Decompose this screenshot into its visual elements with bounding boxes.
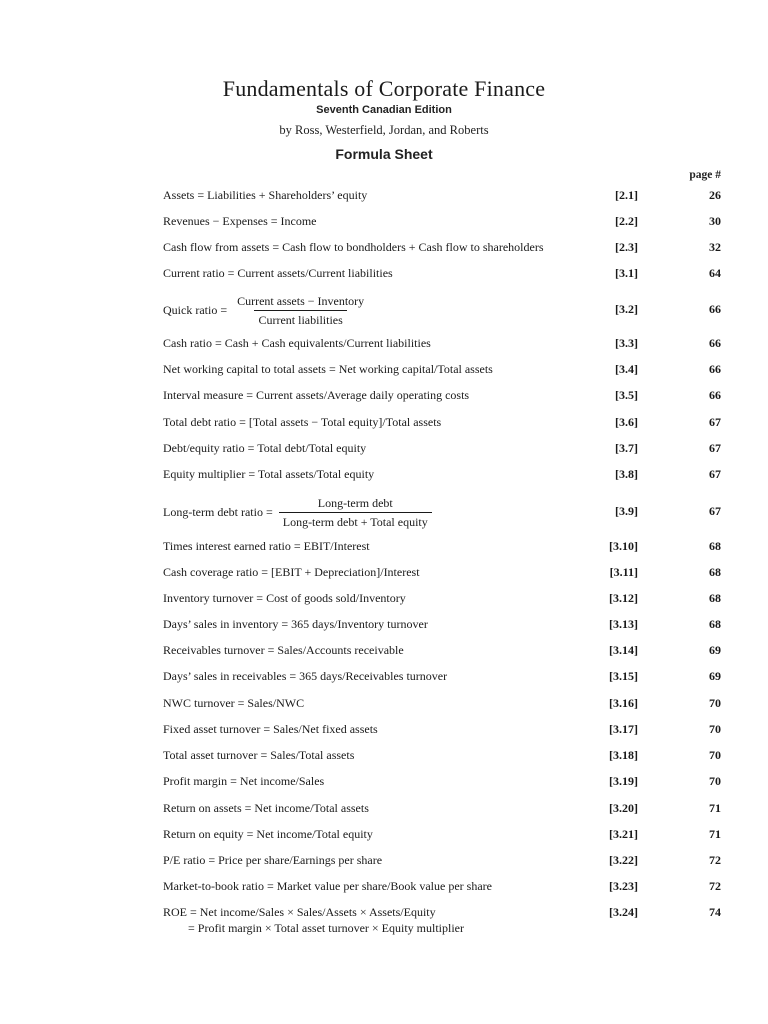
equation-number: [3.15] — [609, 669, 638, 683]
equation-number: [3.8] — [615, 467, 638, 481]
page-number: 67 — [709, 415, 721, 429]
page-number: 68 — [709, 565, 721, 579]
equation-number: [3.21] — [609, 827, 638, 841]
formula-text: ROE = Net income/Sales × Sales/Assets × Assets/Equity — [163, 905, 436, 919]
formula-text: Days’ sales in inventory = 365 days/Inventory turnover — [163, 617, 428, 631]
formula-text: Return on equity = Net income/Total equity — [163, 827, 373, 841]
page-number: 68 — [709, 539, 721, 553]
formula-lhs: Quick ratio = — [163, 303, 228, 317]
page-number: 71 — [709, 827, 721, 841]
page-number: 32 — [709, 240, 721, 254]
equation-number: [3.20] — [609, 801, 638, 815]
page-number: 67 — [709, 504, 721, 518]
page-column-header: page # — [689, 169, 721, 181]
equation-number: [3.14] — [609, 643, 638, 657]
equation-number: [3.18] — [609, 748, 638, 762]
equation-number: [3.9] — [615, 504, 638, 518]
page-number: 72 — [709, 853, 721, 867]
formula-lhs: Long-term debt ratio = — [163, 505, 273, 519]
formula-text: Market-to-book ratio = Market value per share/Book value per share — [163, 879, 492, 893]
equation-number: [3.11] — [609, 565, 638, 579]
formula-text: Equity multiplier = Total assets/Total equity — [163, 467, 375, 481]
equation-number: [3.6] — [615, 415, 638, 429]
formula-text: NWC turnover = Sales/NWC — [163, 696, 305, 710]
page-number: 70 — [709, 696, 721, 710]
equation-number: [3.3] — [615, 336, 638, 350]
formula-text: Net working capital to total assets = Net working capital/Total assets — [163, 362, 493, 376]
equation-number: [3.22] — [609, 853, 638, 867]
formula-text: Cash flow from assets = Cash flow to bondholders + Cash flow to shareholders — [163, 240, 544, 254]
page-number: 69 — [709, 643, 721, 657]
formula-text: Cash coverage ratio = [EBIT + Depreciation]/Interest — [163, 565, 420, 579]
edition-subtitle: Seventh Canadian Edition — [316, 104, 452, 116]
page-number: 66 — [709, 302, 721, 316]
formula-text: P/E ratio = Price per share/Earnings per share — [163, 853, 383, 867]
formula-text: Receivables turnover = Sales/Accounts receivable — [163, 643, 404, 657]
equation-number: [3.23] — [609, 879, 638, 893]
formula-text: Cash ratio = Cash + Cash equivalents/Current liabilities — [163, 336, 431, 350]
formula-text: Revenues − Expenses = Income — [163, 214, 317, 228]
formula-text: Days’ sales in receivables = 365 days/Receivables turnover — [163, 669, 448, 683]
page-number: 66 — [709, 336, 721, 350]
equation-number: [2.1] — [615, 188, 638, 202]
page-number: 72 — [709, 879, 721, 893]
page-number: 26 — [709, 188, 721, 202]
fraction-denominator: Current liabilities — [254, 310, 346, 329]
formula-text: Return on assets = Net income/Total assets — [163, 801, 369, 815]
page-number: 68 — [709, 617, 721, 631]
formula-text: Times interest earned ratio = EBIT/Interest — [163, 539, 370, 553]
fraction-denominator: Long-term debt + Total equity — [279, 512, 432, 531]
page-number: 70 — [709, 722, 721, 736]
formula-text: Current ratio = Current assets/Current liabilities — [163, 266, 393, 280]
formula-text: Assets = Liabilities + Shareholders’ equity — [163, 188, 368, 202]
page-number: 69 — [709, 669, 721, 683]
page-number: 66 — [709, 362, 721, 376]
page-number: 67 — [709, 467, 721, 481]
formula-text — [163, 494, 432, 531]
fraction — [279, 494, 432, 531]
equation-number: [3.16] — [609, 696, 638, 710]
page-number: 67 — [709, 441, 721, 455]
equation-number: [2.3] — [615, 240, 638, 254]
formula-text: Profit margin = Net income/Sales — [163, 774, 325, 788]
equation-number: [3.12] — [609, 591, 638, 605]
equation-number: [3.4] — [615, 362, 638, 376]
equation-number: [3.7] — [615, 441, 638, 455]
fraction — [233, 292, 368, 329]
formula-text: Total debt ratio = [Total assets − Total equity]/Total assets — [163, 415, 442, 429]
page-number: 70 — [709, 748, 721, 762]
page-number: 30 — [709, 214, 721, 228]
equation-number: [3.24] — [609, 905, 638, 919]
page-number: 74 — [709, 905, 721, 919]
formula-text: Interval measure = Current assets/Average daily operating costs — [163, 388, 470, 402]
fraction-numerator: Long-term debt — [317, 496, 393, 510]
page-number: 66 — [709, 388, 721, 402]
formula-sheet-heading: Formula Sheet — [335, 146, 433, 162]
equation-number: [3.13] — [609, 617, 638, 631]
page-number: 71 — [709, 801, 721, 815]
equation-number: [3.5] — [615, 388, 638, 402]
equation-number: [3.2] — [615, 302, 638, 316]
formula-text: Fixed asset turnover = Sales/Net fixed assets — [163, 722, 378, 736]
equation-number: [3.19] — [609, 774, 638, 788]
book-title: Fundamentals of Corporate Finance — [222, 76, 546, 101]
page-number: 70 — [709, 774, 721, 788]
formula-continuation: = Profit margin × Total asset turnover × Equity multiplier — [188, 921, 464, 935]
page-number: 64 — [709, 266, 721, 280]
equation-number: [2.2] — [615, 214, 638, 228]
equation-number: [3.17] — [609, 722, 638, 736]
formula-text — [163, 292, 368, 329]
equation-number: [3.1] — [615, 266, 638, 280]
formula-text: Total asset turnover = Sales/Total assets — [163, 748, 355, 762]
fraction-numerator: Current assets − Inventory — [237, 294, 365, 308]
equation-number: [3.10] — [609, 539, 638, 553]
authors-line: by Ross, Westerfield, Jordan, and Roberts — [279, 123, 489, 137]
page-number: 68 — [709, 591, 721, 605]
formula-text: Debt/equity ratio = Total debt/Total equity — [163, 441, 367, 455]
formula-text: Inventory turnover = Cost of goods sold/Inventory — [163, 591, 406, 605]
